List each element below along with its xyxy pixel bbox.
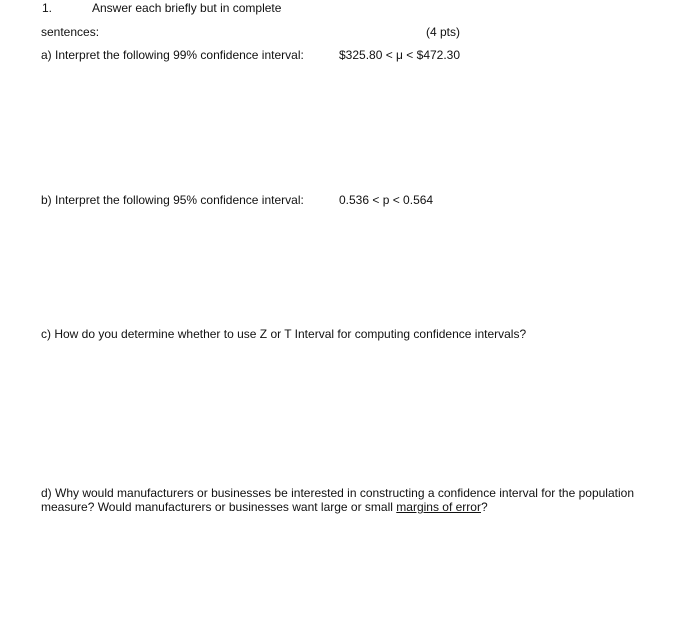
part-d-text: d) Why would manufacturers or businesses be interested in constructing a confidence interval for the population measure? Would manufacturers or businesses want large or small xyxy=(41,486,634,514)
part-d-prompt xyxy=(41,486,641,514)
part-a-interval: $325.80 < μ < $472.30 xyxy=(339,48,461,62)
question-number: 1. xyxy=(42,1,53,15)
part-a-prompt: a) Interpret the following 99% confidence interval: xyxy=(41,48,304,62)
question-intro-continued: sentences: xyxy=(41,25,100,39)
part-b-interval: 0.536 < p < 0.564 xyxy=(339,193,434,207)
question-points: (4 pts) xyxy=(426,25,461,39)
part-b-prompt: b) Interpret the following 95% confidence interval: xyxy=(41,193,304,207)
margins-of-error-term: margins of error xyxy=(396,500,481,514)
question-intro: Answer each briefly but in complete xyxy=(92,1,282,15)
part-c-prompt: c) How do you determine whether to use Z or T Interval for computing confidence intervals? xyxy=(41,327,527,341)
part-d-end: ? xyxy=(480,500,488,514)
